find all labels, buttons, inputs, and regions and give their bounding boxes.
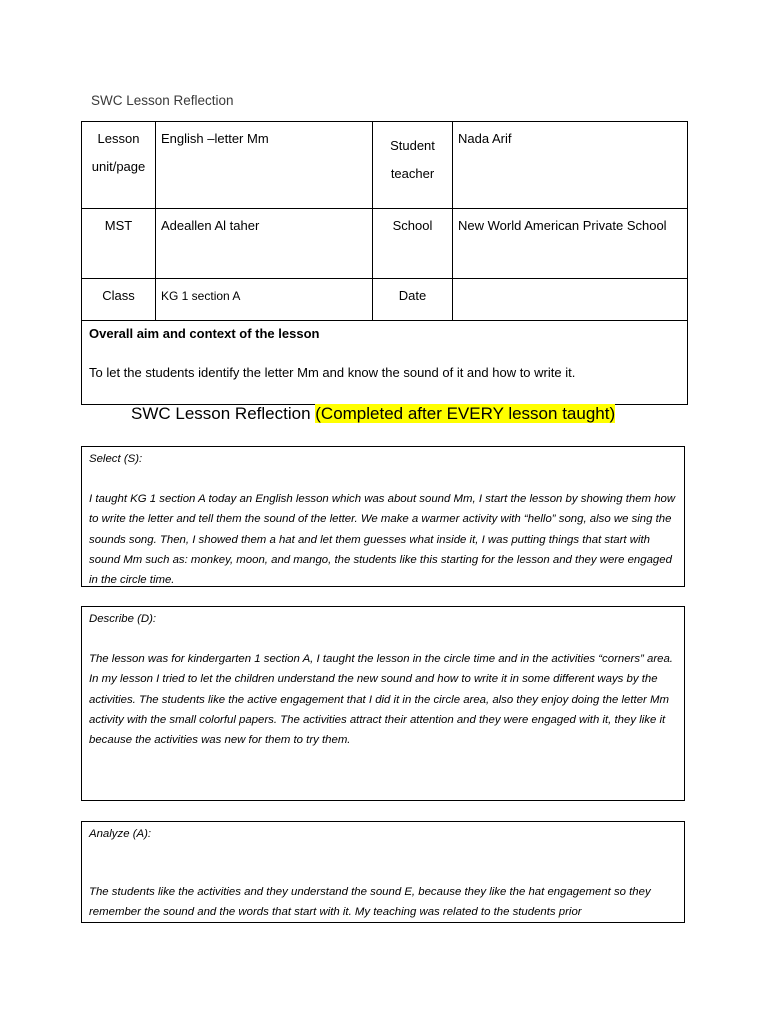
mst-label: MST — [82, 209, 156, 279]
analyze-heading: Analyze (A): — [89, 828, 152, 840]
select-text: I taught KG 1 section A today an English lesson which was about sound Mm, I start the lesson by showing them how to write the letter and tell them the sound of the letter. We make a warmer activity with “hello” song, also we sing the sounds song. Then, I showed them a hat and let them guesses what inside it, I was putting things that start with sound Mm such as: monkey, moon, and mango, the students like this starting for the lesson and they were engaged in the circle time. — [89, 493, 676, 587]
lesson-unit-label: Lesson unit/page — [82, 122, 156, 209]
student-teacher-label: Student teacher — [373, 122, 453, 209]
analyze-section — [81, 821, 685, 923]
mst-value: Adeallen Al taher — [156, 209, 373, 279]
school-value: New World American Private School — [453, 209, 688, 279]
lesson-aim-cell — [82, 321, 688, 405]
reflection-title-highlight: (Completed after EVERY lesson taught) — [315, 404, 616, 423]
select-heading: Select (S): — [89, 453, 143, 465]
aim-heading: Overall aim and context of the lesson — [89, 326, 320, 341]
aim-text: To let the students identify the letter Mm and know the sound of it and how to write it. — [89, 365, 576, 380]
reflection-title: SWC Lesson Reflection (Completed after EVERY lesson taught) — [131, 404, 616, 423]
class-value: KG 1 section A — [156, 279, 373, 321]
describe-section — [81, 606, 685, 801]
lesson-info-table — [81, 121, 688, 405]
select-section — [81, 446, 685, 587]
student-teacher-value: Nada Arif — [453, 122, 688, 209]
describe-text: The lesson was for kindergarten 1 section A, I taught the lesson in the circle time and in the activities “corners” area. In my lesson I tried to let the children understand the new sound and how to write it in some different ways by the activities. The students like the active engagement that I did it in the circle area, also they enjoy doing the letter Mm activity with the small colorful papers. The activities attract their attention and they were engaged with it, they like it because the activities was new for them to try them. — [89, 653, 673, 747]
class-label: Class — [82, 279, 156, 321]
describe-heading: Describe (D): — [89, 613, 157, 625]
analyze-text: The students like the activities and they understand the sound E, because they like the hat engagement so they remember the sound and the words that start with it. My teaching was related to the students prior — [89, 886, 651, 919]
lesson-unit-value: English –letter Mm — [156, 122, 373, 209]
date-value — [453, 279, 688, 321]
document-title: SWC Lesson Reflection — [91, 93, 234, 108]
school-label: School — [373, 209, 453, 279]
date-label: Date — [373, 279, 453, 321]
